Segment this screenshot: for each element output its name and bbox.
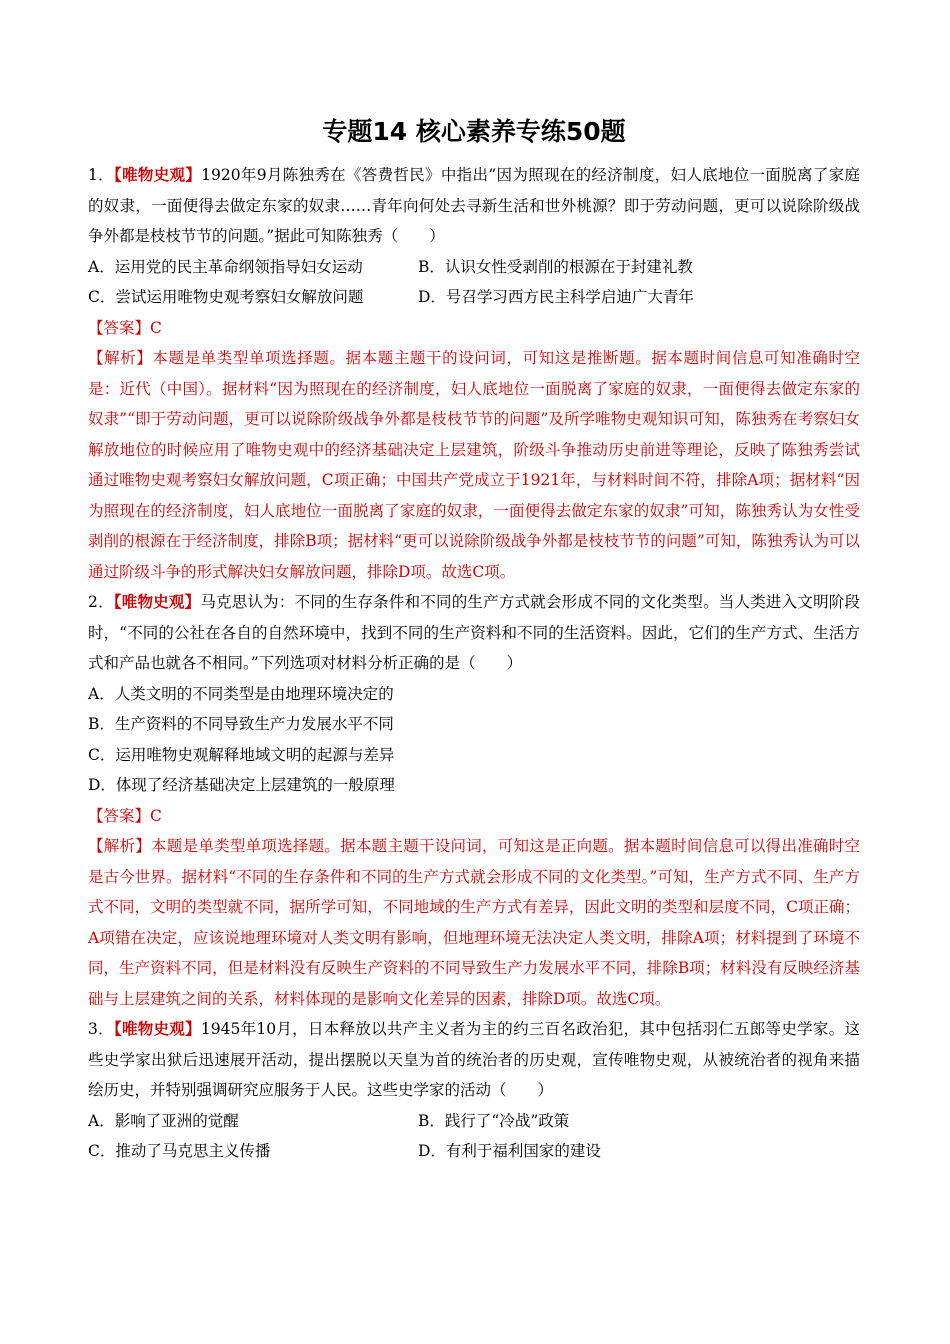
analysis-text: 本题是单类型单项选择题。据本题主题干的设问词，可知这是推断题。据本题时间信息可知准确时空是：近代（中国）。据材料“因为照现在的经济制度，妇人底地位一面脱离了家庭的奴隶，一面便得去做定东家的奴隶”“即于劳动问题，更可以说除阶级战争外都是枝枝节节的问题”及所学唯物史观知识可知，陈独秀在考察妇女解放地位的时候应用了唯物史观中的经济基础决定上层建筑，阶级斗争推动历史前进等理论，反映了陈独秀尝试通过唯物史观考察妇女解放问题，C项正确；中国共产党成立于1921年，与材料时间不符，排除A项；据材料“因为照现在的经济制度，妇人底地位一面脱离了家庭的奴隶，一面便得去做定东家的奴隶”可知，陈独秀认为女性受剥削的根源在于经济制度，排除B项；据材料“更可以说除阶级战争外都是枝枝节节的问题”可知，陈独秀认为可以通过阶级斗争的形式解决妇女解放问题，排除D项。故选C项。	[88, 349, 860, 581]
question-tag: 【唯物史观】	[113, 592, 201, 611]
question-stem	[88, 160, 860, 252]
analysis-label: 【解析】	[88, 349, 153, 367]
analysis	[88, 831, 860, 1014]
option-c: C．尝试运用唯物史观考察妇女解放问题	[88, 288, 364, 306]
question-text: 1920年9月陈独秀在《答费哲民》中指出“因为照现在的经济制度，妇人底地位一面脱离了家庭的奴隶，一面便得去做定东家的奴隶……青年向何处去寻新生活和世外桃源？即于劳动问题，更可以说除阶级战争外都是枝枝节节的问题。”据此可知陈独秀（ ）	[88, 166, 860, 245]
question-1	[88, 160, 860, 587]
answer-line	[88, 313, 860, 344]
question-2	[88, 587, 860, 1014]
option-d: D．有利于福利国家的建设	[418, 1142, 601, 1160]
option-c: C．推动了马克思主义传播	[88, 1142, 271, 1160]
option-d: D．体现了经济基础决定上层建筑的一般原理	[88, 776, 395, 794]
option-c: C．运用唯物史观解释地域文明的起源与差异	[88, 745, 395, 764]
question-text: 1945年10月，日本释放以共产主义者为主的约三百名政治犯，其中包括羽仁五郎等史学家。这些史学家出狱后迅速展开活动，提出摆脱以天皇为首的统治者的历史观，宣传唯物史观，从被统治者的视角来描绘历史，并特别强调研究应服务于人民。这些史学家的活动（ ）	[88, 1020, 860, 1099]
answer-line	[88, 801, 860, 832]
question-3	[88, 1014, 860, 1167]
analysis-text: 本题是单类型单项选择题。据本题主题干设问词，可知这是正向题。据本题时间信息可以得出准确时空是古今世界。据材料“不同的生存条件和不同的生产方式就会形成不同的文化类型。”可知，生产方式不同、生产方式不同，文明的类型就不同，据所学可知，不同地域的生产方式有差异，因此文明的类型和层度不同，C项正确；A项错在决定，应该说地理环境对人类文明有影响，但地理环境无法决定人类文明，排除A项；材料提到了环境不同，生产资料不同，但是材料没有反映生产资料的不同导致生产力发展水平不同，排除B项；材料没有反映经济基础与上层建筑之间的关系，材料体现的是影响文化差异的因素，排除D项。故选C项。	[88, 837, 860, 1008]
option-list	[88, 1106, 860, 1167]
page-title: 专题14 核心素养专练50题	[322, 117, 626, 146]
answer-value: C	[150, 806, 162, 825]
question-tag: 【唯物史观】	[113, 1019, 201, 1038]
analysis	[88, 343, 860, 587]
option-a: A．人类文明的不同类型是由地理环境决定的	[88, 684, 394, 703]
option-b: B．认识女性受剥削的根源在于封建礼教	[418, 257, 693, 276]
answer-label: 【答案】	[88, 806, 151, 825]
option-b: B．践行了“冷战”政策	[418, 1111, 570, 1130]
option-list	[88, 679, 860, 801]
question-number: 1．	[88, 166, 114, 184]
option-d: D．号召学习西方民主科学启迪广大青年	[418, 288, 694, 306]
option-list	[88, 252, 860, 313]
question-text: 马克思认为：不同的生存条件和不同的生产方式就会形成不同的文化类型。当人类进入文明阶段时，“不同的公社在各自的自然环境中，找到不同的生产资料和不同的生活资料。因此，它们的生产方式、生活方式和产品也就各不相同。”下列选项对材料分析正确的是（ ）	[88, 593, 860, 672]
question-stem	[88, 587, 860, 679]
question-stem	[88, 1014, 860, 1106]
option-a: A．影响了亚洲的觉醒	[88, 1111, 239, 1130]
answer-label: 【答案】	[88, 318, 151, 337]
option-b: B．生产资料的不同导致生产力发展水平不同	[88, 715, 394, 733]
question-number: 3．	[88, 1020, 114, 1038]
option-a: A．运用党的民主革命纲领指导妇女运动	[88, 257, 363, 276]
analysis-label: 【解析】	[88, 837, 152, 855]
question-number: 2．	[88, 593, 114, 611]
document-page	[88, 112, 860, 1167]
answer-value: C	[150, 318, 162, 337]
question-tag: 【唯物史观】	[114, 165, 202, 184]
